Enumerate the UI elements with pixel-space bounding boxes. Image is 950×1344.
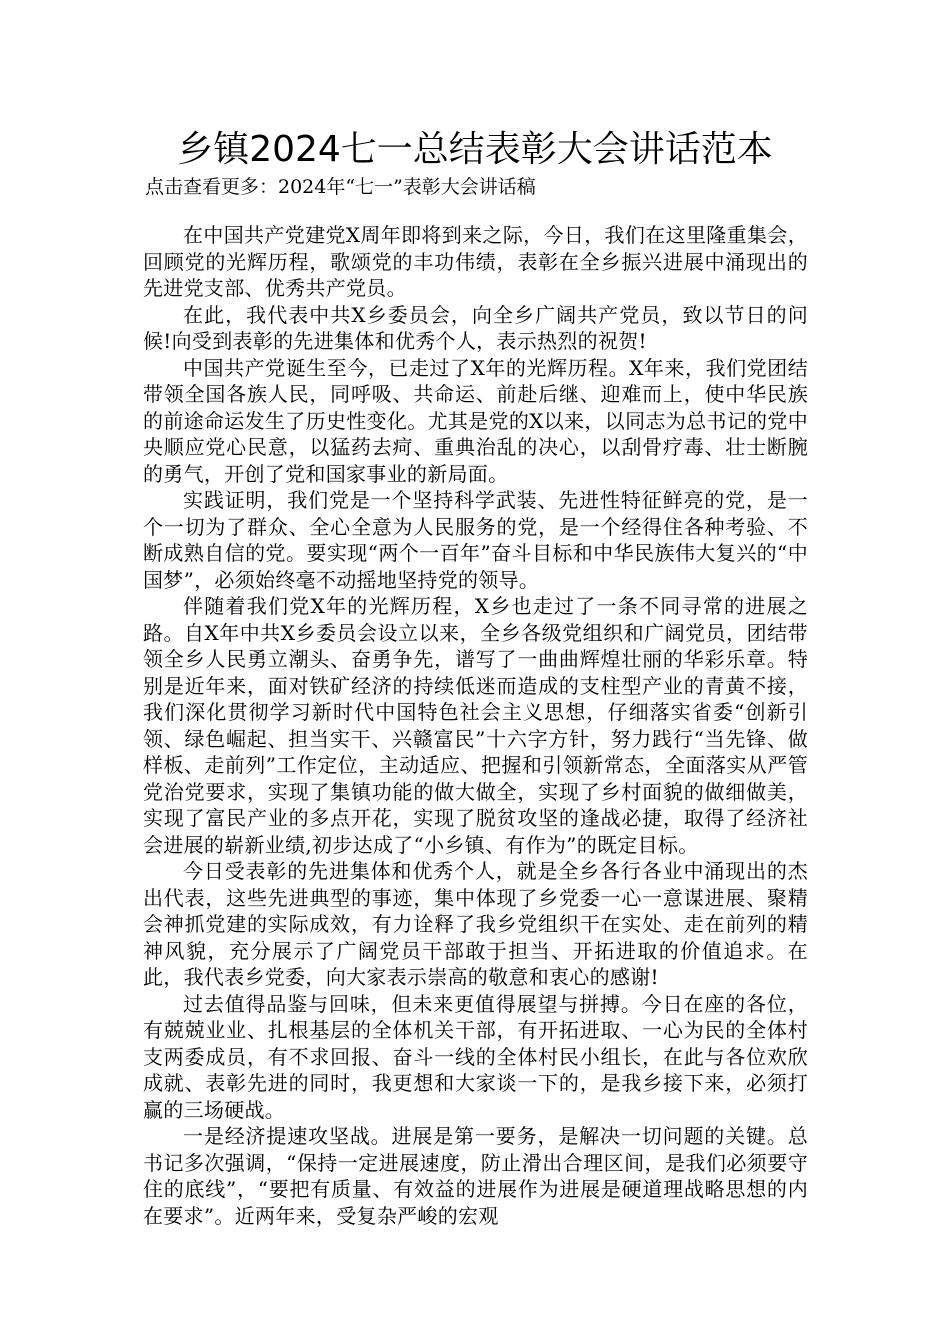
paragraph: 一是经济提速攻坚战。进展是第一要务，是解决一切问题的关键。总书记多次强调，“保持一定进展速度，防止滑出合理区间，是我们必须要守住的底线”，“要把有质量、有效益的进展作为进展是硬道理战略思想的内在要求”。近两年来，受复杂严峻的宏观 (143, 1124, 808, 1228)
document-body (143, 222, 808, 1229)
paragraph: 中国共产党诞生至今，已走过了X年的光辉历程。X年来，我们党团结带领全国各族人民，同呼吸、共命运、前赴后继、迎难而上，使中华民族的前途命运发生了历史性变化。尤其是党的X以来，以同志为总书记的党中央顺应党心民意，以猛药去疴、重典治乱的决心，以刮骨疗毒、壮士断腕的勇气，开创了党和国家事业的新局面。 (143, 355, 808, 486)
paragraph: 在中国共产党建党X周年即将到来之际，今日，我们在这里隆重集会，回顾党的光辉历程，歌颂党的丰功伟绩，表彰在全乡振兴进展中涌现出的先进党支部、优秀共产党员。 (143, 223, 808, 300)
paragraph: 实践证明，我们党是一个坚持科学武装、先进性特征鲜亮的党，是一个一切为了群众、全心全意为人民服务的党，是一个经得住各种考验、不断成熟自信的党。要实现“两个一百年”奋斗目标和中华民族伟大复兴的“中国梦”，必须始终毫不动摇地坚持党的领导。 (143, 488, 808, 592)
paragraph: 在此，我代表中共X乡委员会，向全乡广阔共产党员，致以节日的问候!向受到表彰的先进集体和优秀个人，表示热烈的祝贺! (143, 302, 808, 353)
paragraph: 今日受表彰的先进集体和优秀个人，就是全乡各行各业中涌现出的杰出代表，这些先进典型的事迹，集中体现了乡党委一心一意谋进展、聚精会神抓党建的实际成效，有力诠释了我乡党组织干在实处、走在前列的精神风貌，充分展示了广阔党员干部敢于担当、开拓进取的价值追求。在此，我代表乡党委，向大家表示崇高的敬意和衷心的感谢! (143, 859, 808, 989)
paragraph: 伴随着我们党X年的光辉历程，X乡也走过了一条不同寻常的进展之路。自X年中共X乡委员会设立以来，全乡各级党组织和广阔党员，团结带领全乡人民勇立潮头、奋勇争先，谱写了一曲曲辉煌壮丽的华彩乐章。特别是近年来，面对铁矿经济的持续低迷而造成的支柱型产业的青黄不接，我们深化贯彻学习新时代中国特色社会主义思想，仔细落实省委“创新引领、绿色崛起、担当实干、兴赣富民”十六字方针，努力践行“当先锋、做样板、走前列”工作定位，主动适应、把握和引领新常态，全面落实从严管党治党要求，实现了集镇功能的做大做全，实现了乡村面貌的做细做美，实现了富民产业的多点开花，实现了脱贫攻坚的逢战必捷，取得了经济社会进展的崭新业绩,初步达成了“小乡镇、有作为”的既定目标。 (143, 594, 808, 857)
paragraph: 过去值得品鉴与回味，但未来更值得展望与拼搏。今日在座的各位，有兢兢业业、扎根基层的全体机关干部，有开拓进取、一心为民的全体村支两委成员，有不求回报、奋斗一线的全体村民小组长，在此与各位欢欣成就、表彰先进的同时，我更想和大家谈一下的，是我乡接下来，必须打赢的三场硬战。 (143, 991, 808, 1122)
document-title: 乡镇2024七一总结表彰大会讲话范本 (177, 129, 773, 170)
more-link[interactable]: 点击查看更多：2024年“七一”表彰大会讲话稿 (145, 176, 536, 198)
